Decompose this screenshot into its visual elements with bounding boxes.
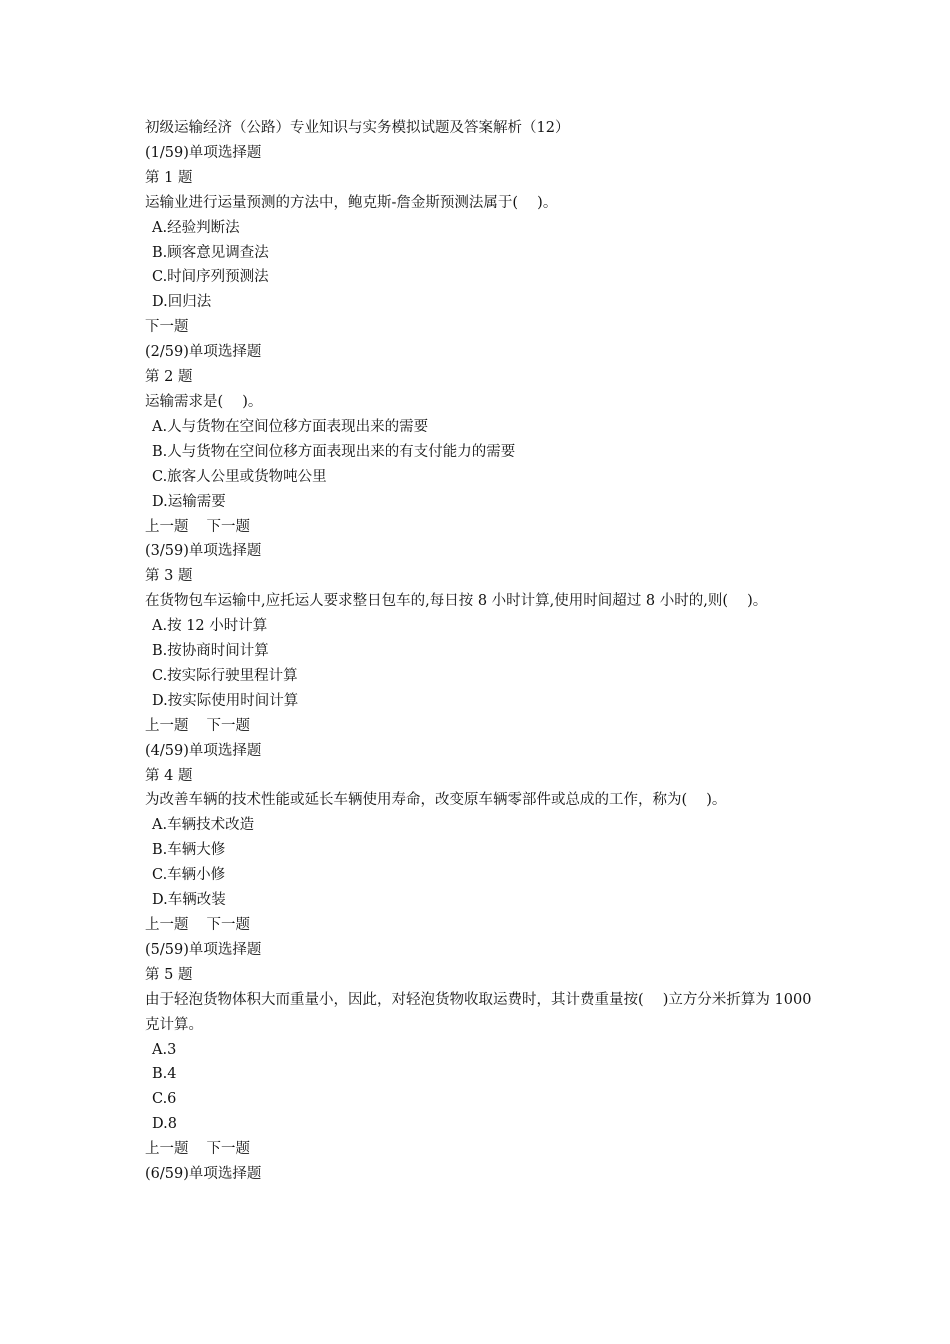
option-d[interactable]: D.车辆改装 [152, 892, 226, 909]
option-c[interactable]: C.旅客人公里或货物吨公里 [152, 468, 327, 485]
question-nav [145, 1137, 825, 1162]
option-c[interactable]: C.时间序列预测法 [152, 269, 269, 286]
question-nav [145, 315, 825, 340]
question-number: 第 5 题 [145, 966, 193, 983]
option-b[interactable]: B.车辆大修 [152, 842, 226, 859]
question-nav [145, 515, 825, 540]
question-block [145, 938, 825, 1162]
question-header: (2/59)单项选择题 [145, 344, 262, 361]
question-number: 第 4 题 [145, 767, 193, 784]
next-question-link[interactable]: 下一题 [206, 717, 250, 734]
question-number: 第 2 题 [145, 369, 193, 386]
document-title: 初级运输经济（公路）专业知识与实务模拟试题及答案解析（12） [145, 120, 570, 136]
option-d[interactable]: D.8 [152, 1116, 177, 1133]
document-body [145, 116, 825, 1187]
option-b[interactable]: B.按协商时间计算 [152, 643, 269, 660]
option-a[interactable]: A.按 12 小时计算 [152, 618, 268, 635]
option-d[interactable]: D.运输需要 [152, 493, 226, 510]
prev-question-link[interactable]: 上一题 [145, 717, 189, 734]
question-block [145, 1162, 825, 1187]
question-stem: 在货物包车运输中,应托运人要求整日包车的,每日按 8 小时计算,使用时间超过 8 小时的,则( )。 [145, 593, 768, 610]
prev-question-link[interactable]: 上一题 [145, 518, 189, 535]
question-block [145, 340, 825, 539]
prev-question-link[interactable]: 上一题 [145, 917, 189, 933]
question-stem: 为改善车辆的技术性能或延长车辆使用寿命，改变原车辆零部件或总成的工作，称为( )。 [145, 792, 727, 809]
question-nav [145, 913, 825, 938]
question-header: (1/59)单项选择题 [145, 144, 262, 161]
question-header: (6/59)单项选择题 [145, 1166, 262, 1183]
question-header: (3/59)单项选择题 [145, 543, 262, 560]
question-header: (5/59)单项选择题 [145, 941, 262, 958]
question-stem: 运输业进行运量预测的方法中，鲍克斯-詹金斯预测法属于( )。 [145, 194, 558, 211]
question-block [145, 539, 825, 738]
option-b[interactable]: B.顾客意见调查法 [152, 244, 269, 261]
next-question-link[interactable]: 下一题 [206, 1141, 250, 1158]
option-d[interactable]: D.回归法 [152, 294, 212, 311]
option-a[interactable]: A.车辆技术改造 [152, 817, 255, 834]
prev-question-link[interactable]: 上一题 [145, 1141, 189, 1158]
next-question-link[interactable]: 下一题 [145, 319, 189, 336]
option-c[interactable]: C.6 [152, 1091, 177, 1108]
question-block [145, 141, 825, 340]
question-number: 第 3 题 [145, 568, 193, 585]
question-block [145, 739, 825, 938]
next-question-link[interactable]: 下一题 [206, 518, 250, 535]
option-b[interactable]: B.4 [152, 1066, 177, 1083]
next-question-link[interactable]: 下一题 [206, 917, 250, 933]
option-a[interactable]: A.经验判断法 [152, 219, 240, 236]
option-c[interactable]: C.按实际行驶里程计算 [152, 667, 298, 684]
option-c[interactable]: C.车辆小修 [152, 867, 226, 884]
question-header: (4/59)单项选择题 [145, 742, 262, 759]
option-b[interactable]: B.人与货物在空间位移方面表现出来的有支付能力的需要 [152, 443, 516, 460]
option-d[interactable]: D.按实际使用时间计算 [152, 692, 299, 709]
question-stem: 由于轻泡货物体积大而重量小，因此，对轻泡货物收取运费时，其计费重量按( )立方分米折算为 1000 克计算。 [145, 991, 817, 1033]
option-a[interactable]: A.3 [152, 1041, 177, 1058]
question-nav [145, 714, 825, 739]
option-a[interactable]: A.人与货物在空间位移方面表现出来的需要 [152, 418, 429, 435]
question-number: 第 1 题 [145, 169, 193, 186]
question-stem: 运输需求是( )。 [145, 393, 263, 410]
